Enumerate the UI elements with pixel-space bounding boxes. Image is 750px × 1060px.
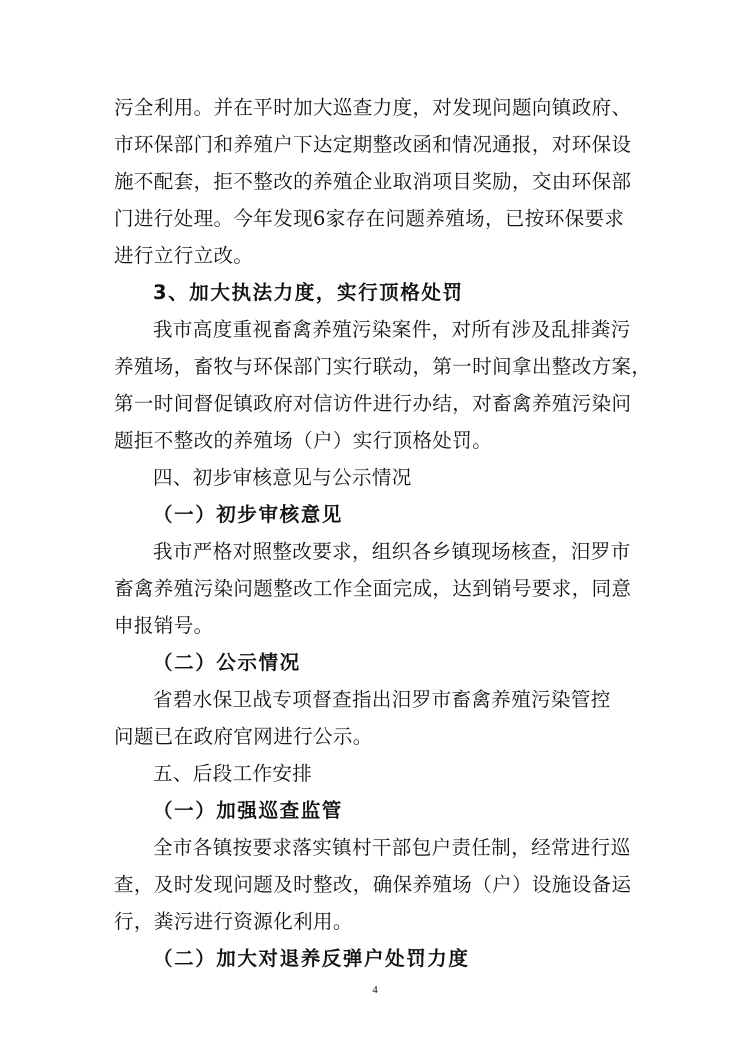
subsection-heading: （一）加强巡查监管 <box>153 799 343 822</box>
body-line: 畜禽养殖污染问题整改工作全面完成，达到销号要求，同意 <box>114 577 632 600</box>
subsection-heading: （二）公示情况 <box>153 651 301 674</box>
section-heading: 3、加大执法力度，实行顶格处罚 <box>153 281 464 304</box>
body-line: 我市高度重视畜禽养殖污染案件，对所有涉及乱排粪污 <box>153 318 631 341</box>
body-line: 我市严格对照整改要求，组织各乡镇现场核查，汨罗市 <box>153 540 631 563</box>
body-line: 省碧水保卫战专项督查指出汨罗市畜禽养殖污染管控 <box>153 688 611 711</box>
body-line: 全市各镇按要求落实镇村干部包户责任制，经常进行巡 <box>153 836 631 859</box>
body-line: 污全利用。并在平时加大巡查力度，对发现问题向镇政府、 <box>114 96 632 119</box>
body-line: 第一时间督促镇政府对信访件进行办结，对畜禽养殖污染问 <box>114 392 632 415</box>
body-line: 施不配套，拒不整改的养殖企业取消项目奖励，交由环保部 <box>114 170 632 193</box>
body-line: 问题已在政府官网进行公示。 <box>114 725 373 748</box>
chapter-heading: 四、初步审核意见与公示情况 <box>153 466 412 489</box>
body-line: 行，粪污进行资源化利用。 <box>114 910 353 933</box>
body-line: 申报销号。 <box>114 614 214 637</box>
body-line: 查，及时发现问题及时整改，确保养殖场（户）设施设备运 <box>114 873 632 896</box>
body-line: 进行立行立改。 <box>114 244 254 267</box>
page-number: 4 <box>372 984 378 996</box>
body-line: 题拒不整改的养殖场（户）实行顶格处罚。 <box>114 429 493 452</box>
chapter-heading: 五、后段工作安排 <box>153 762 313 785</box>
subsection-heading: （一）初步审核意见 <box>153 503 343 526</box>
body-line: 市环保部门和养殖户下达定期整改函和情况通报，对环保设 <box>114 133 632 156</box>
subsection-heading: （二）加大对退养反弹户处罚力度 <box>153 947 470 970</box>
body-line: 养殖场，畜牧与环保部门实行联动，第一时间拿出整改方案， <box>114 355 652 378</box>
body-line: 门进行处理。今年发现6家存在问题养殖场，已按环保要求 <box>114 207 625 230</box>
